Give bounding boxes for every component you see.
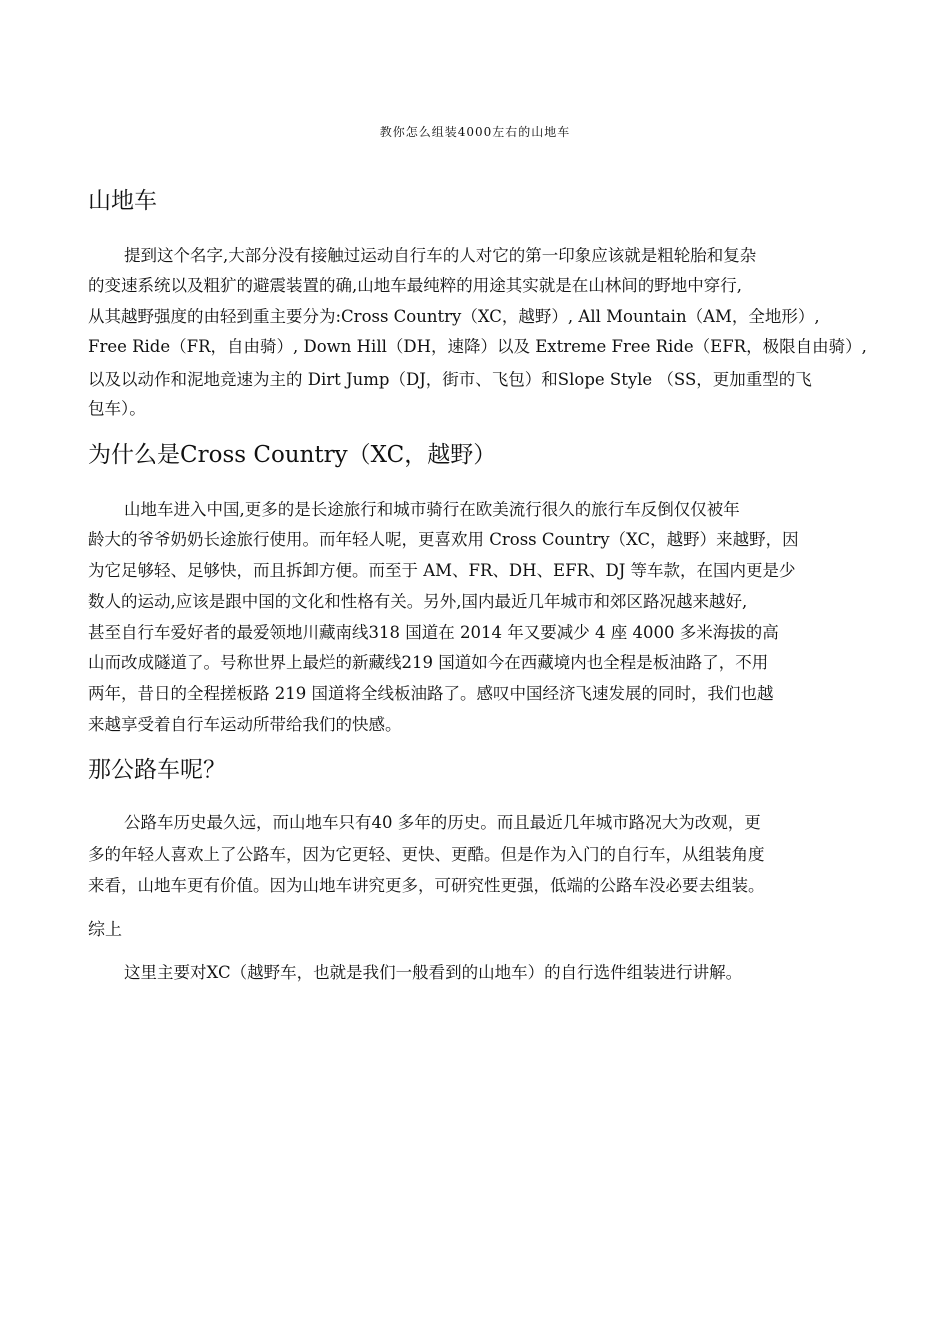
section-heading-road-bike: 那公路车呢？: [88, 757, 226, 783]
paragraph-line: Free Ride（FR，自由骑）, Down Hill（DH，速降）以及 Extreme Free Ride（EFR，极限自由骑）,: [88, 337, 867, 356]
paragraph-line: 为它足够轻、足够快，而且拆卸方便。而至于 AM、FR、DH、EFR、DJ 等车款，在国内更是少: [88, 561, 796, 580]
paragraph-line: 龄大的爷爷奶奶长途旅行使用。而年轻人呢，更喜欢用 Cross Country（XC，越野）来越野，因: [88, 530, 799, 549]
paragraph-line: 两年，昔日的全程搓板路 219 国道将全线板油路了。感叹中国经济飞速发展的同时，我们也越: [88, 684, 774, 703]
paragraph-line: 提到这个名字,大部分没有接触过运动自行车的人对它的第一印象应该就是粗轮胎和复杂: [124, 246, 757, 265]
paragraph-line: 数人的运动,应该是跟中国的文化和性格有关。另外,国内最近几年城市和郊区路况越来越好,: [88, 592, 748, 611]
paragraph-line: 多的年轻人喜欢上了公路车，因为它更轻、更快、更酷。但是作为入门的自行车，从组装角度: [88, 845, 765, 864]
document-title: 教你怎么组装4000左右的山地车: [379, 125, 571, 139]
paragraph-line: 这里主要对XC（越野车，也就是我们一般看到的山地车）的自行选件组装进行讲解。: [124, 963, 743, 982]
paragraph-line: 来越享受着自行车运动所带给我们的快感。: [88, 715, 402, 734]
paragraph-line: 甚至自行车爱好者的最爱领地川藏南线318 国道在 2014 年又要减少 4 座 4000 多米海拔的高: [88, 623, 779, 642]
paragraph-line: 包车）。: [88, 399, 146, 418]
paragraph-line: 的变速系统以及粗犷的避震装置的确,山地车最纯粹的用途其实就是在山林间的野地中穿行,: [88, 276, 742, 295]
paragraph-line: 山而改成隧道了。号称世界上最烂的新藏线219 国道如今在西藏境内也全程是板油路了，不用: [88, 653, 769, 672]
section-heading-mountain-bike: 山地车: [88, 188, 157, 214]
paragraph-line: 以及以动作和泥地竞速为主的 Dirt Jump（DJ，街市、飞包）和Slope Style （SS，更加重型的飞: [88, 370, 812, 389]
section-heading-why-xc: 为什么是Cross Country（XC，越野）: [88, 442, 497, 468]
paragraph-line: 来看，山地车更有价值。因为山地车讲究更多，可研究性更强，低端的公路车没必要去组装。: [88, 876, 765, 895]
paragraph-line: 山地车进入中国,更多的是长途旅行和城市骑行在欧美流行很久的旅行车反倒仅仅被年: [124, 500, 740, 519]
section-heading-summary: 综上: [88, 920, 122, 940]
paragraph-line: 公路车历史最久远，而山地车只有40 多年的历史。而且最近几年城市路况大为改观，更: [124, 813, 761, 832]
paragraph-line: 从其越野强度的由轻到重主要分为:Cross Country（XC，越野）, All Mountain（AM，全地形）,: [88, 307, 820, 326]
